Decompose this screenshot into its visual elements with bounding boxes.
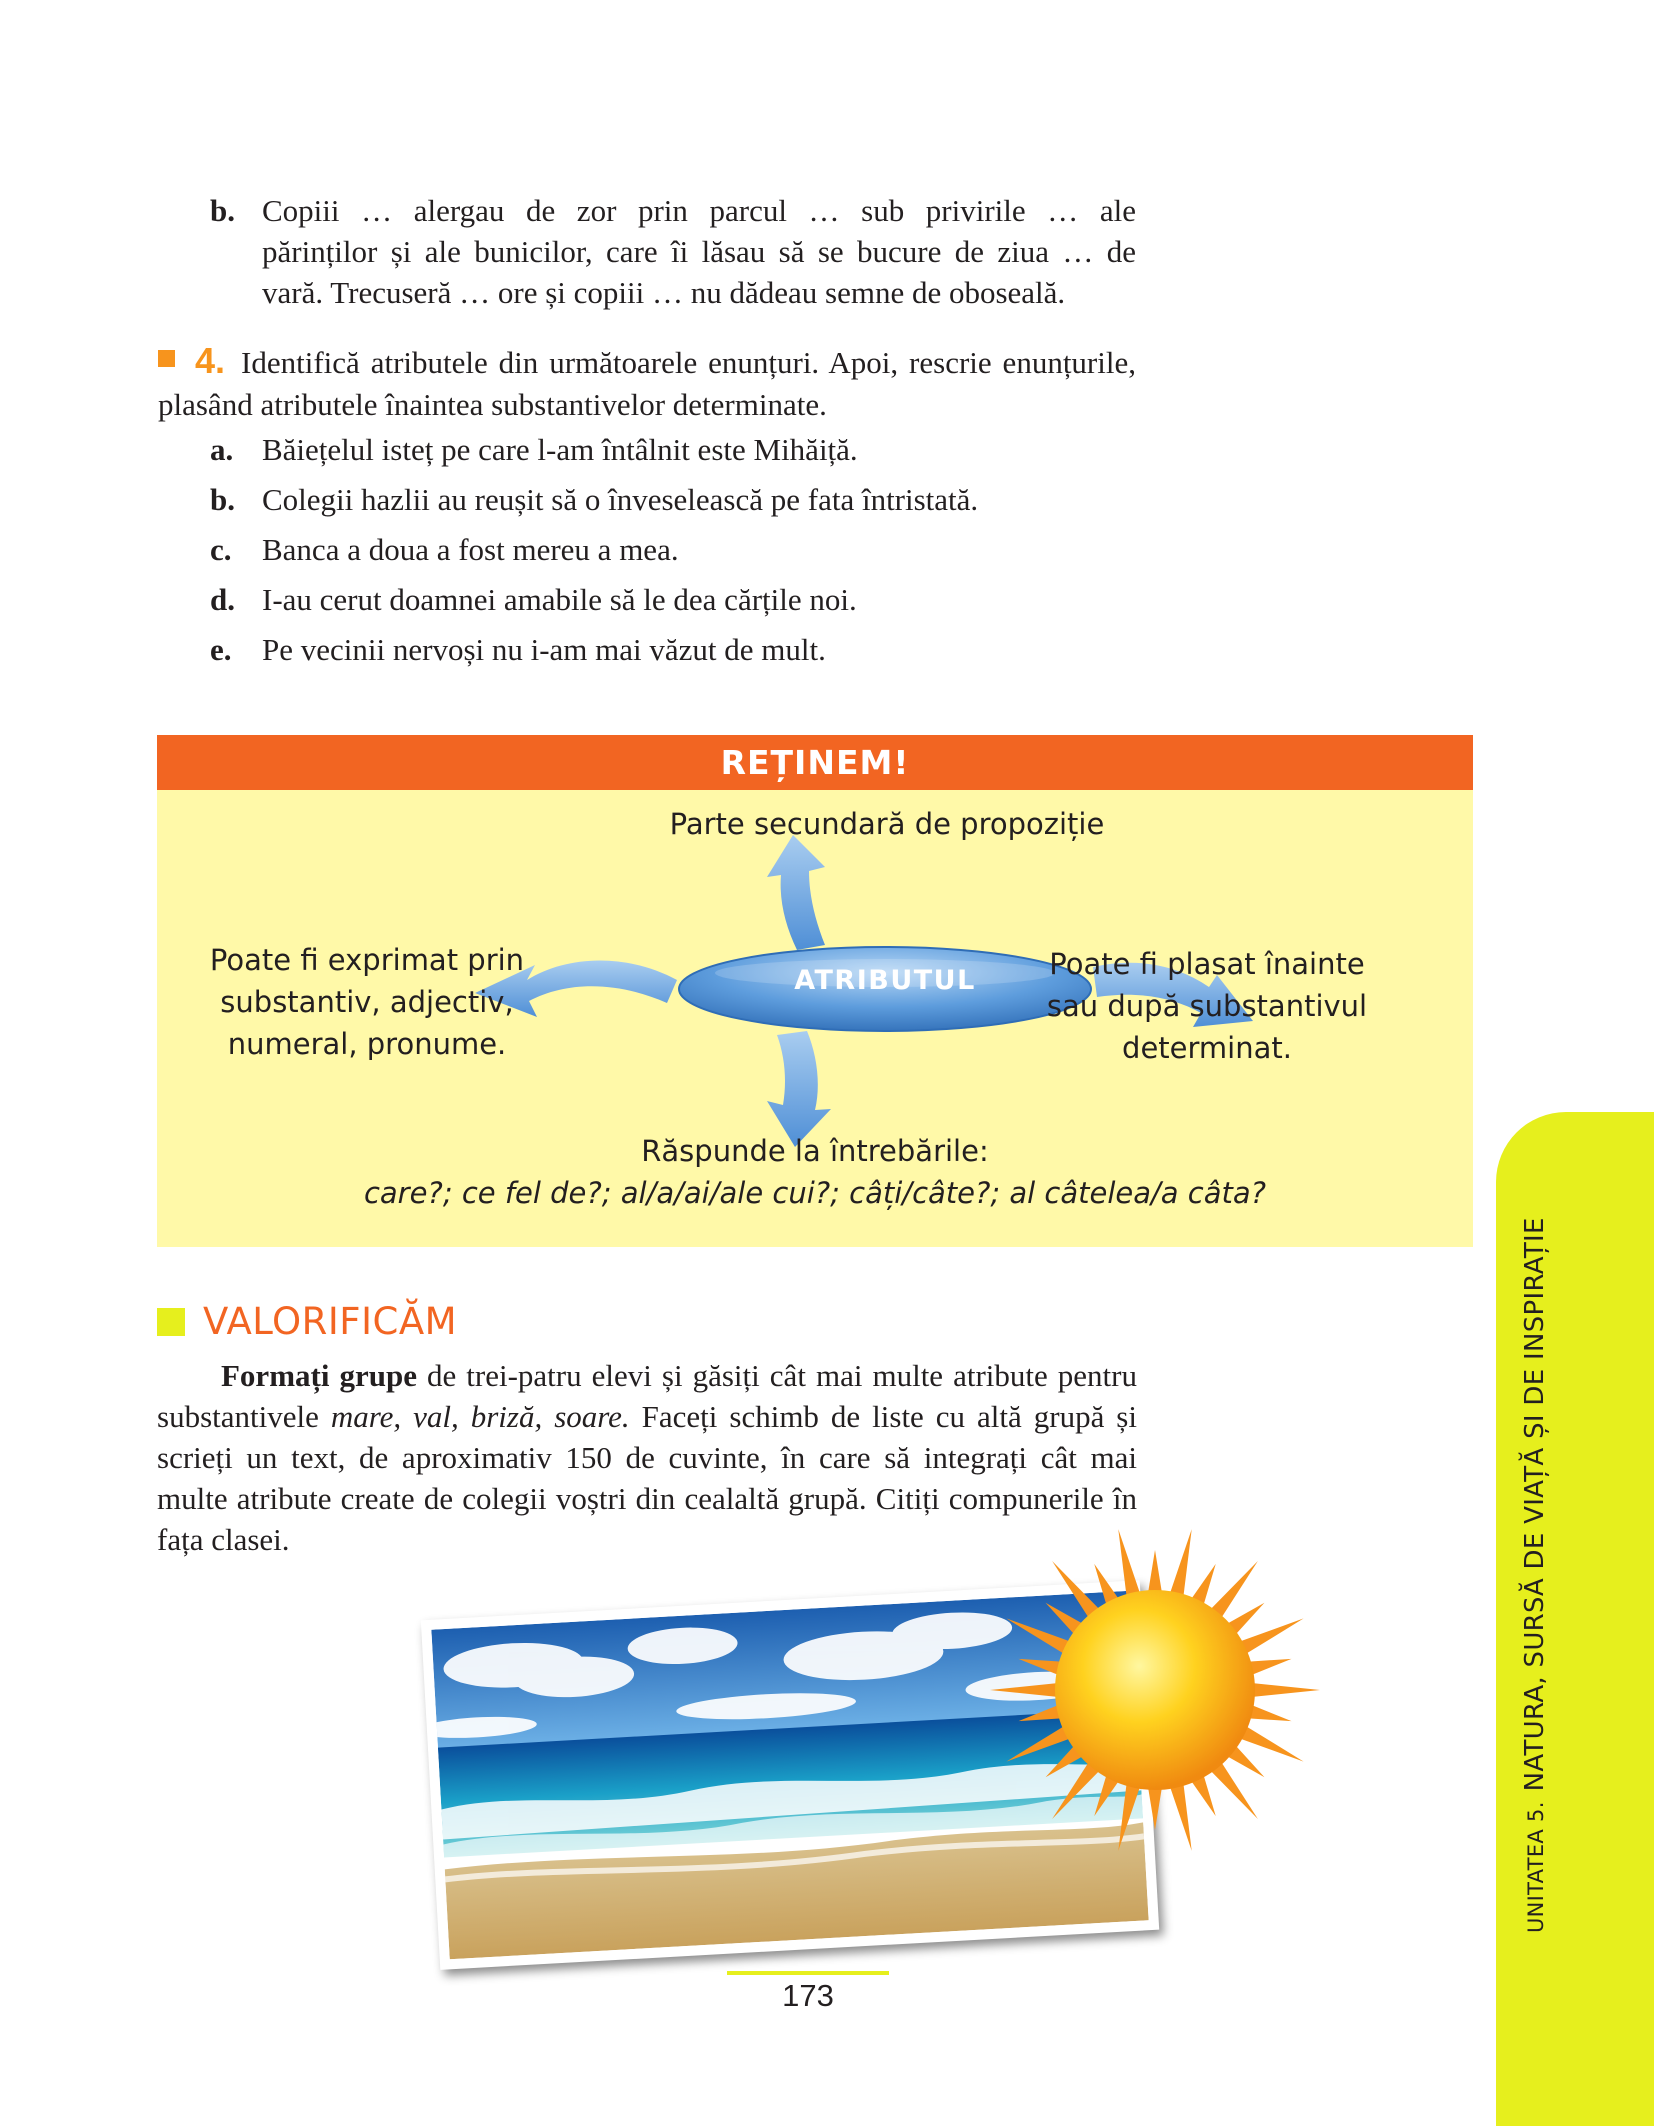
sun-ray <box>1019 1705 1062 1721</box>
sun-ray <box>1211 1561 1258 1618</box>
item-letter: a. <box>210 432 234 467</box>
exercise-4-text: Identifică atributele din următoarele enunțuri. Apoi, rescrie enunțurile, plasând atributele înaintea substantivelor determinate. <box>158 345 1136 422</box>
item-letter: d. <box>210 582 235 617</box>
page-number: 173 <box>782 1978 834 2013</box>
italic-words: mare, val, briză, soare. <box>330 1399 630 1434</box>
item-letter: e. <box>210 632 232 667</box>
paragraph-part-2: Faceți schimb de liste cu altă grupă și scrieți un text, de aproximativ 150 de cuvinte, în care să integrați cât mai multe atribute create de colegii voștri din cealaltă grupă. Citiți compunerile în fața clasei. <box>157 1399 1137 1557</box>
sun-ray <box>1249 1659 1292 1675</box>
unit-number: UNITATEA 5. <box>1524 1801 1548 1933</box>
exercise-3b <box>210 190 1136 313</box>
item-text: Băiețelul isteț pe care l-am întâlnit este Mihăiță. <box>262 432 858 467</box>
exercise-4-item-c <box>210 529 1136 570</box>
item-text: Colegii hazlii au reușit să o înveselească pe fata întristată. <box>262 482 979 517</box>
sun-ray <box>1052 1561 1099 1618</box>
retinem-box <box>157 735 1473 1247</box>
sun-ray <box>1148 1550 1162 1592</box>
unit-title: NATURA, SURSĂ DE VIAȚĂ ȘI DE INSPIRAȚIE <box>1520 1217 1550 1792</box>
right-line-1: Poate fi plasat înainte <box>1049 947 1365 981</box>
exercise-4-item-a <box>210 429 1136 470</box>
sun-ray <box>1006 1726 1070 1761</box>
sun-ray <box>1052 1762 1099 1819</box>
sun-ray <box>1249 1705 1292 1721</box>
sun-ray <box>1170 1784 1192 1851</box>
exercise-3b-line-2: părinților și ale bunicilor, care îi lăsau să se bucure de ziua … de <box>262 234 1136 269</box>
left-line-1: Poate fi exprimat prin <box>209 943 525 977</box>
bottom-line-1: Răspunde la întrebările: <box>641 1134 989 1168</box>
retinem-left-text <box>197 939 537 1065</box>
right-line-3: determinat. <box>1122 1031 1292 1065</box>
bottom-line-2: care?; ce fel de?; al/a/ai/ale cui?; câți/câte?; al câtelea/a câta? <box>363 1176 1267 1210</box>
retinem-top-text: Parte secundară de propoziție <box>669 807 1105 841</box>
sun-ray <box>1253 1683 1320 1697</box>
item-text: Banca a doua a fost mereu a mea. <box>262 532 679 567</box>
item-text: Pe vecinii nervoși nu i-am mai văzut de mult. <box>262 632 826 667</box>
item-letter: b. <box>210 193 235 228</box>
sun-ray <box>990 1683 1057 1697</box>
valorificam-title: VALORIFICĂM <box>203 1300 458 1343</box>
bold-intro: Formați grupe <box>221 1358 417 1393</box>
sun-icon <box>985 1520 1325 1860</box>
atributul-label: ATRIBUTUL <box>794 965 976 996</box>
orange-square-bullet <box>158 350 175 367</box>
sun-ray <box>1170 1529 1192 1596</box>
exercise-3b-line-3: vară. Trecuseră … ore și copiii … nu dădeau semne de oboseală. <box>262 275 1066 310</box>
item-text: I-au cerut doamnei amabile să le dea cărțile noi. <box>262 582 857 617</box>
page-number-rule <box>727 1971 889 1975</box>
left-line-3: numeral, pronume. <box>227 1027 507 1061</box>
sun-ray <box>1118 1529 1140 1596</box>
sun-ray <box>1211 1762 1258 1819</box>
exercise-number: 4. <box>195 340 226 381</box>
exercise-4-item-b <box>210 479 1136 520</box>
valorificam-heading <box>157 1300 457 1343</box>
right-line-2: sau după substantivul <box>1046 989 1368 1023</box>
retinem-title: REȚINEM! <box>157 735 1473 790</box>
arrow-up-icon <box>767 835 825 950</box>
exercise-4-instruction <box>158 340 1136 426</box>
yellow-square-bullet <box>157 1308 185 1336</box>
sun-ray <box>1240 1618 1304 1653</box>
item-letter: b. <box>210 482 235 517</box>
sun-ray <box>1118 1784 1140 1851</box>
item-letter: c. <box>210 532 232 567</box>
paragraph-part-1: de trei-patru elevi și găsiți cât mai multe atribute pentru substantivele <box>157 1358 1137 1434</box>
unit-side-label <box>1520 1153 1550 1933</box>
retinem-right-text <box>1037 943 1377 1069</box>
retinem-bottom-text <box>317 1130 1313 1214</box>
left-line-2: substantiv, adjectiv, <box>220 985 514 1019</box>
sun-ray <box>1019 1659 1062 1675</box>
exercise-4-item-d <box>210 579 1136 620</box>
sun-ray <box>1006 1618 1070 1653</box>
sun-ray <box>1148 1788 1162 1830</box>
exercise-4-item-e <box>210 629 1136 670</box>
exercise-3b-line-1: Copiii … alergau de zor prin parcul … sub privirile … ale <box>262 193 1136 228</box>
sun-ray <box>1240 1726 1304 1761</box>
